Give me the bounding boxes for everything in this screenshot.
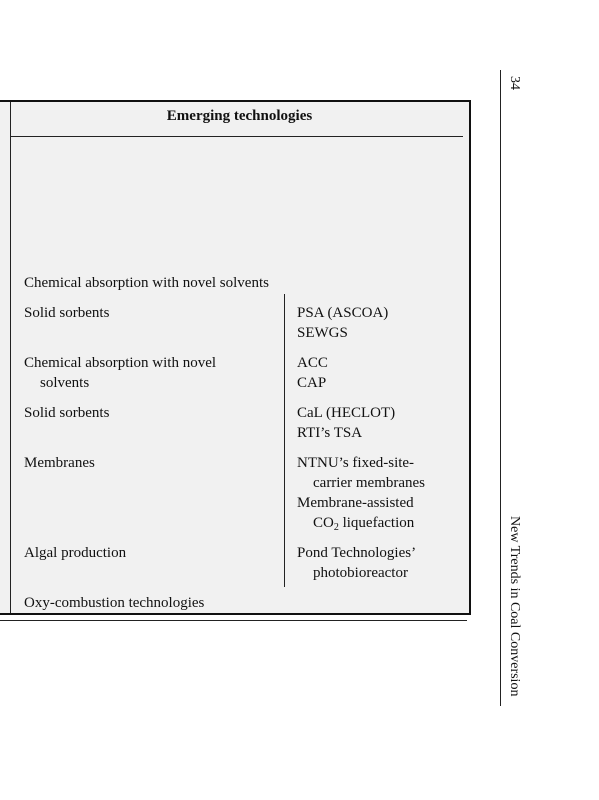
row-oxy-combustion: Oxy-combustion technologies	[24, 595, 205, 611]
tech-rti-tsa-line: RTI’s TSA	[297, 425, 363, 441]
table-left-rule	[10, 102, 11, 613]
tech-ntnu-line2: carrier membranes	[313, 475, 426, 491]
row-solid-sorbents-2: Solid sorbents	[24, 405, 110, 421]
tech-pond-line2: photobioreactor	[313, 565, 408, 581]
tech-pond-line1: Pond Technologies’	[297, 545, 417, 561]
running-head: New Trends in Coal Conversion	[507, 516, 522, 697]
co2-subscript: 2	[333, 522, 339, 533]
tech-psa-ascoa	[297, 303, 388, 343]
page-number: 34	[507, 76, 522, 90]
tech-cal-heclot-line: CaL (HECLOT)	[297, 405, 396, 421]
tech-membranes	[297, 453, 425, 538]
table-panel	[0, 100, 471, 615]
row-chemical-absorption-novel-solvents: Chemical absorption with novel solvents	[24, 275, 269, 291]
row-algal-production: Algal production	[24, 545, 127, 561]
row-membranes: Membranes	[24, 455, 95, 471]
row-chemical-absorption-2-line2: solvents	[40, 375, 90, 391]
tech-acc-line: ACC	[297, 355, 328, 371]
tech-membrane-assisted-line2	[297, 513, 425, 538]
tech-cap-line: CAP	[297, 375, 327, 391]
tech-psa-ascoa-line: PSA (ASCOA)	[297, 305, 389, 321]
co2-prefix: CO	[313, 515, 334, 531]
table-bottom-rule	[0, 620, 467, 621]
header-rule	[10, 136, 463, 137]
row-chemical-absorption-2-line1: Chemical absorption with novel	[24, 355, 217, 371]
tech-membrane-assisted-line1: Membrane-assisted	[297, 495, 414, 511]
tech-sewgs-line: SEWGS	[297, 325, 348, 341]
tech-acc-cap	[297, 353, 328, 393]
margin-rule	[500, 70, 501, 706]
tech-pond	[297, 543, 416, 583]
tech-ntnu-line1: NTNU’s fixed-site-	[297, 455, 415, 471]
row-solid-sorbents-1: Solid sorbents	[24, 305, 110, 321]
co2-suffix: liquefaction	[338, 515, 415, 531]
row-chemical-absorption-2	[24, 353, 216, 393]
column-heading: Emerging technologies	[166, 108, 313, 124]
tech-cal-rti	[297, 403, 395, 443]
column-divider	[284, 294, 285, 587]
